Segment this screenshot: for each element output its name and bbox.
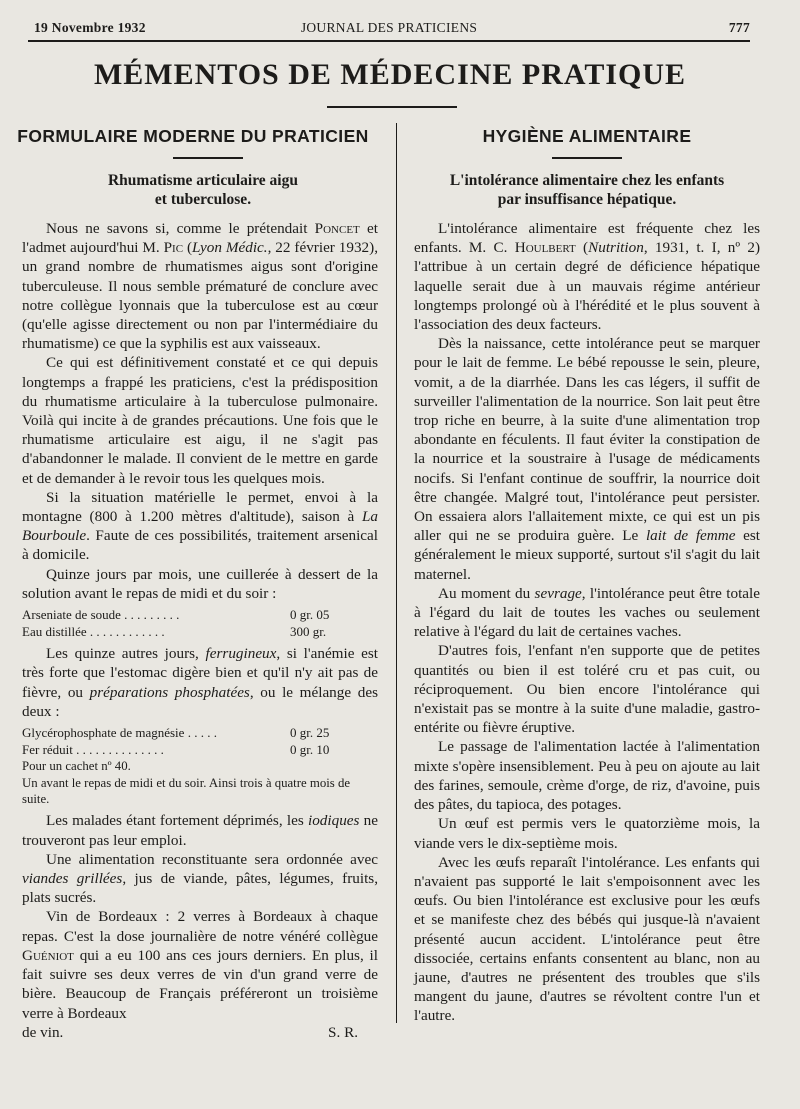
header-page-number: 777 — [728, 20, 750, 35]
left-paragraph-6: Les malades étant fortement déprimés, les iodiques ne trouveront pas leur emploi. — [22, 812, 379, 849]
title-rule — [327, 106, 457, 108]
left-closing-line: de vin. S. R. — [22, 1023, 358, 1041]
right-paragraph-4: D'autres fois, l'enfant n'en supporte que de petites quantités ou bien il est toléré cru et pas cuit, ou réciproquement. Ou bien encore l'intolérance qui n'existait pas se montre à la suite d'une maladie, gastro-entérite ou fièvre éruptive. — [414, 642, 760, 737]
place-name: La Bourboule — [22, 508, 378, 545]
left-article-title-line2: et tuberculose. — [154, 191, 252, 208]
right-paragraph-1: L'intolérance alimentaire est fréquente chez les enfants. M. C. Houlbert (Nutrition, 1931, t. I, nº 2) l'attribue à un certain degré de déficience hépatique laquelle serait due à un mauvais régime antérieur longtemps prolongé où à l'hérédité et le plus souvent à l'association des deux facteurs. — [414, 220, 761, 334]
right-article-title-line1: L'intolérance alimentaire chez les enfants — [449, 172, 725, 189]
left-section-rule — [173, 157, 243, 159]
right-paragraph-6: Un œuf est permis vers le quatorzième mois, la viande vers le dix-septième mois. — [414, 815, 760, 852]
left-paragraph-8: Vin de Bordeaux : 2 verres à Bordeaux à chaque repas. C'est la dose journalière de notre vénéré collègue Guéniot qui a eu 100 ans ces jours derniers. En plus, il fait suivre ses deux verres de vin d'un grand verre de bière. Beaucoup de Français préféreront un troisième verre à Bordeaux — [22, 908, 378, 1022]
right-section-rule — [552, 157, 622, 159]
left-column — [8, 126, 378, 1042]
left-article-title — [8, 171, 378, 209]
prescription-line: Eau distillée . . . . . . . . . . . . 300 gr. — [22, 623, 327, 639]
left-article-title-line1: Rhumatisme articulaire aigu — [107, 172, 298, 189]
running-header — [28, 18, 750, 38]
left-paragraph-3: Si la situation matérielle le permet, envoi à la montagne (800 à 1.200 mètres d'altitude), saison à La Bourboule. Faute de ces possibilités, traitement arsenical à domicile. — [22, 488, 378, 564]
prescription-line: Fer réduit . . . . . . . . . . . . . . 0 gr. 10 — [22, 741, 330, 757]
author-name: Poncet — [314, 220, 360, 237]
prescription-note: Pour un cachet nº 40. — [22, 759, 131, 774]
right-paragraph-3: Au moment du sevrage, l'intolérance peut être totale à l'égard du lait de toutes les vaches ou seulement relative à l'égard du lait de certaines vaches. — [414, 584, 760, 641]
left-paragraph-2: Ce qui est définitivement constaté et ce qui depuis longtemps a frappé les praticiens, c'est la prédisposition du rhumatisme articulaire à la tuberculose pulmonaire. Voilà qui incite à de grandes précautions. Une fois que le rhumatisme articulaire est aigu, il ne s'agit pas d'abandonner le malade. Il convient de le mettre en garde et de demander à le revoir tous les quelques mois. — [22, 354, 378, 487]
right-paragraph-7: Avec les œufs reparaît l'intolérance. Les enfants qui n'avaient pas supporté le lait s'empoisonnent avec les œufs. Ou bien l'intolérance est exclusive pour les œufs et se manifeste chez des bébés qui jusque-là n'avaient présenté aucun accident. L'intolérance peut être dissociée, certains enfants consentent au blanc, non au jaune, d'autres ne présentent des troubles que s'ils mangent du jaune, d'autres se révoltent contre l'un et l'autre. — [414, 853, 760, 1025]
signature: S. R. — [328, 1023, 358, 1041]
header-journal-name: JOURNAL DES PRATICIENS — [300, 20, 478, 35]
left-paragraph-7: Une alimentation reconstituante sera ordonnée avec viandes grillées, jus de viande, pâtes, légumes, fruits, plats sucrés. — [22, 850, 378, 907]
right-article-title-line2: par insuffisance hépatique. — [497, 191, 677, 208]
right-column — [414, 126, 760, 1026]
left-paragraph-4: Quinze jours par mois, une cuillerée à dessert de la solution avant le repas de midi et du soir : — [22, 565, 378, 602]
right-paragraph-2: Dès la naissance, cette intolérance peut se marquer pour le lait de femme. Le bébé repousse le sein, pleure, vomit, a de la diarrhée. Dans les cas légers, il suffit de surveiller l'alimentation de la nourrice. Son lait peut être trop riche en beurre, à la suite d'une alimentation trop abondante en féculents. Il faut éviter la constipation de la nourrice et la soustraire à l'usage de médicaments nocifs. Si l'enfant continue de souffrir, la nourrice doit être changée. Malgré tout, l'intolérance peut persister. On essaiera alors l'allaitement mixte, ce qui est un pis aller qui ne se produira guère. Le lait de femme est généralement le mieux supporté, surtout s'il s'agit du lait maternel. — [414, 335, 760, 583]
column-divider — [396, 123, 397, 1023]
page-title: MÉMENTOS DE MÉDECINE PRATIQUE — [93, 58, 687, 91]
header-date: 19 Novembre 1932 — [34, 20, 146, 35]
author-name: Houlbert — [514, 239, 576, 257]
left-paragraph-5: Les quinze autres jours, ferrugineux, si l'anémie est très forte que l'estomac digère bien et qu'il n'y ait pas de fièvre, ou préparations phosphatées, ou le mélange des deux : — [22, 645, 378, 720]
left-section-title: FORMULAIRE MODERNE DU PRATICIEN — [17, 126, 369, 146]
prescription-line: Arseniate de soude . . . . . . . . . 0 gr. 05 — [22, 607, 330, 623]
source-journal: Nutrition — [588, 239, 644, 257]
header-rule — [28, 40, 750, 42]
author-name: Pic — [163, 239, 184, 257]
right-article-title — [414, 171, 760, 209]
right-paragraph-5: Le passage de l'alimentation lactée à l'alimentation mixte s'opère insensiblement. Peu à peu on ajoute au lait des farines, semoule, crème d'orge, de riz, d'avoine, puis des pâtes, du tapioca, des potages. — [414, 738, 760, 814]
author-name: Guéniot — [22, 946, 74, 964]
prescription-line: Glycérophosphate de magnésie . . . . . 0 gr. 25 — [22, 725, 330, 741]
source-journal: Lyon Médic. — [192, 239, 268, 257]
right-section-title: HYGIÈNE ALIMENTAIRE — [482, 126, 692, 146]
prescription-note: Un avant le repas de midi et du soir. Ainsi trois à quatre mois de suite. — [22, 775, 351, 807]
left-paragraph-1: Nous ne savons si, comme le prétendait Poncet et l'admet aujourd'hui M. Pic (Lyon Médic., 22 février 1932), un grand nombre de rhumatismes aigus sont d'origine tuberculeuse. Il nous semble prématuré de conclure avec notre collègue lyonnais que la tuberculose est au cœur (qu'elle agisse directement ou non par l'intermédiaire du rhumatisme) ce que la syphilis est aux vaisseaux. — [22, 220, 378, 353]
